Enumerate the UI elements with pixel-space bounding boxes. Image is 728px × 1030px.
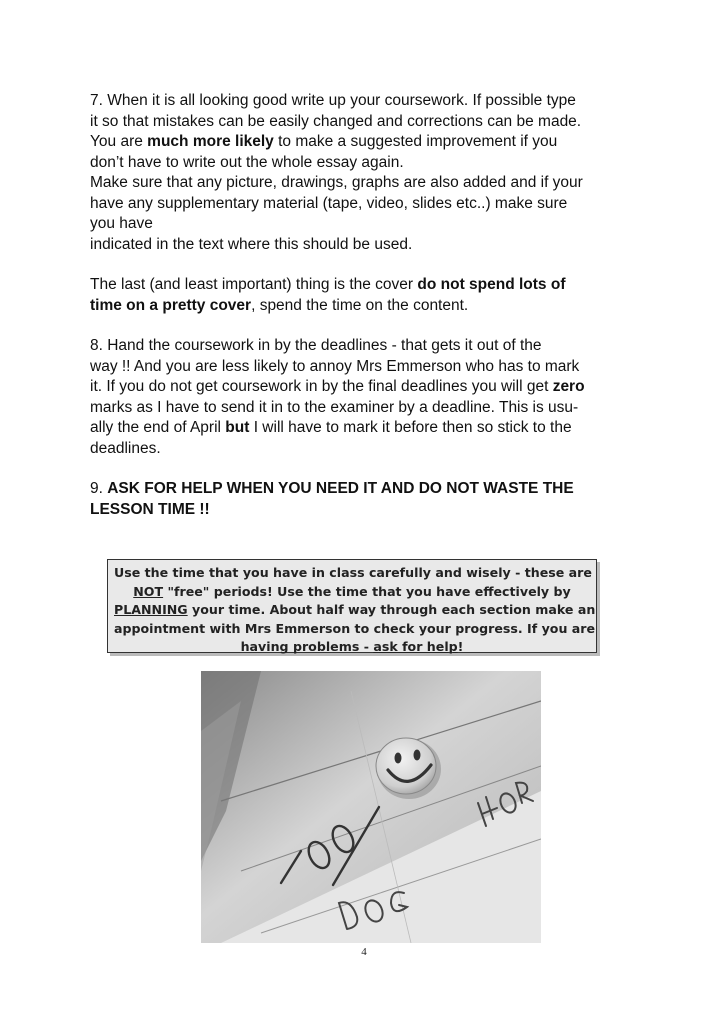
callout-emphasis: NOT	[133, 583, 164, 599]
emphasis-text: LESSON TIME !!	[90, 500, 210, 518]
text-line: Make sure that any picture, drawings, graphs are also added and if your	[90, 174, 583, 191]
emphasis-text: but	[225, 419, 250, 436]
text-line: way !! And you are less likely to annoy Mrs Emmerson who has to mark	[90, 357, 580, 375]
callout-line: having problems -	[240, 639, 374, 654]
advice-callout-box	[107, 559, 597, 653]
text-line: you have	[90, 215, 153, 232]
smiley-paper-photo	[201, 671, 541, 943]
text-line: deadlines.	[90, 439, 161, 457]
text-line: I will have to mark it before then so stick to the	[249, 419, 572, 436]
text-line: , spend the time on the content.	[251, 296, 469, 314]
body-text	[90, 91, 650, 520]
paragraph-9	[90, 479, 650, 520]
emphasis-text: ASK FOR HELP WHEN YOU NEED IT AND DO NOT WASTE THE	[107, 480, 574, 497]
text-line: 9.	[90, 480, 108, 497]
text-line: indicated in the text where this should be used.	[90, 235, 413, 253]
text-line: ally the end of April	[90, 419, 226, 436]
emphasis-text: do not spend lots of	[417, 276, 566, 293]
text-line: The last (and least important) thing is the cover	[90, 276, 418, 293]
callout-line: your time. About half way through each section make an	[187, 602, 596, 617]
emphasis-text: much more likely	[147, 133, 274, 150]
callout-emphasis: PLANNING	[114, 602, 188, 617]
text-line: it. If you do not get coursework in by the final deadlines you will get	[90, 378, 553, 395]
paragraph-7	[90, 91, 650, 255]
callout-line: appointment with Mrs Emmerson to check your progress. If you are	[114, 620, 596, 636]
callout-emphasis: ask for help	[373, 639, 458, 654]
text-line: don’t have to write out the whole essay again.	[90, 153, 404, 171]
page-number: 4	[361, 946, 367, 958]
paragraph-cover	[90, 275, 650, 316]
emphasis-text: zero	[552, 378, 585, 395]
callout-line: "free" periods! Use the time that you have effectively by	[163, 583, 571, 599]
emphasis-text: time on a pretty cover	[90, 296, 252, 314]
text-line: to make a suggested improvement if you	[273, 133, 558, 150]
text-line: You are	[90, 133, 148, 150]
callout-line: Use the time that you have in class carefully and wisely - these are	[114, 565, 592, 580]
text-line: have any supplementary material (tape, video, slides etc..) make sure	[90, 194, 568, 212]
photo-illustration	[201, 671, 541, 943]
text-line: 7. When it is all looking good write up your coursework. If possible type	[90, 92, 576, 109]
paragraph-8	[90, 336, 650, 459]
text-line: 8. Hand the coursework in by the deadlines - that gets it out of the	[90, 337, 542, 354]
text-line: it so that mistakes can be easily changed and corrections can be made.	[90, 112, 582, 130]
text-line: marks as I have to send it in to the examiner by a deadline. This is usu-	[90, 398, 579, 416]
callout-line: !	[457, 639, 464, 654]
